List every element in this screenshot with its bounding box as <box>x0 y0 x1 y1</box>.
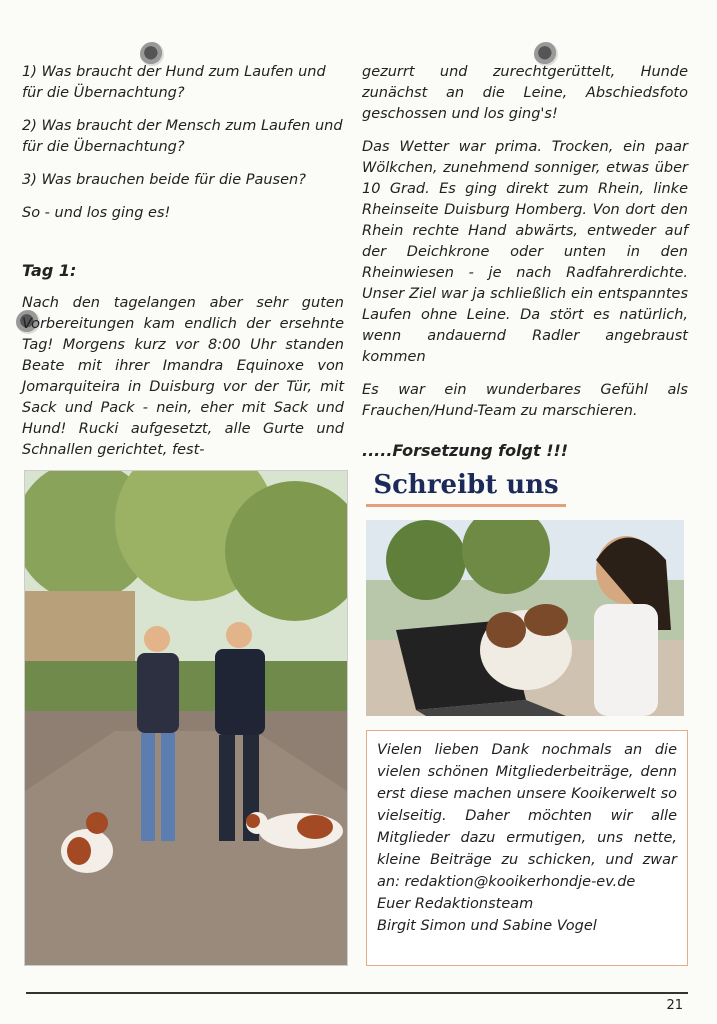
weather-paragraph: Das Wetter war prima. Trocken, ein paar Wölkchen, zunehmend sonniger, etwas über 10 Grad. Es ging direkt zum Rhein, linke Rheinseite Duisburg Homberg. Von dort den Rhein rechte Hand abwärts, entweder auf der Deichkrone oder unten in den Rheinwiesen - je nach Radfahrerdichte. Unser Ziel war ja schließlich ein entspanntes Laufen ohne Leine. Da stört es natürlich, wenn andauernd Radler angebraust kommen <box>362 139 688 365</box>
question-3: 3) Was brauchen beide für die Pausen? <box>22 172 306 188</box>
question-2: 2) Was braucht der Mensch zum Laufen und für die Übernachtung? <box>22 118 343 155</box>
thanks-text: Vielen lieben Dank nochmals an die vielen schönen Mitgliederbeiträge, denn erst diese machen unsere Kooikerwelt so vielseitig. Daher möchten wir alle Mitglieder dazu ermutigen, uns nette, kleine Beiträge zu schicken, und zwar an: redaktion@kooikerhondje-ev.de <box>377 742 677 890</box>
footer-rule <box>26 992 688 994</box>
schreibt-uns-title: Schreibt uns <box>373 470 559 500</box>
editor-names: Birgit Simon und Sabine Vogel <box>377 918 597 934</box>
thanks-box <box>366 730 688 966</box>
laptop-photo <box>366 520 684 716</box>
walk-photo <box>24 470 348 966</box>
question-1: 1) Was braucht der Hund zum Laufen und für die Übernachtung? <box>22 64 326 101</box>
right-column <box>362 62 688 461</box>
team-signature: Euer Redaktionsteam <box>377 896 534 912</box>
page-number: 21 <box>666 998 683 1013</box>
feeling-paragraph: Es war ein wunderbares Gefühl als Frauchen/Hund-Team zu marschieren. <box>362 382 688 419</box>
start-text: So - und los ging es! <box>22 205 171 221</box>
title-underline <box>366 504 566 507</box>
day-heading: Tag 1: <box>22 261 77 280</box>
continuation-paragraph: gezurrt und zurechtgerüttelt, Hunde zunächst an die Leine, Abschiedsfoto geschossen und los ging's! <box>362 64 688 122</box>
left-column <box>22 62 344 473</box>
day1-paragraph: Nach den tagelangen aber sehr guten Vorbereitungen kam endlich der ersehnte Tag! Morgens kurz vor 8:00 Uhr standen Beate mit ihrer Imandra Equinoxe von Jomarquiteira in Duisburg vor der Tür, mit Sack und Pack - nein, eher mit Sack und Hund! Rucki aufgesetzt, alle Gurte und Schnallen gerichtet, fest- <box>22 295 344 458</box>
to-be-continued: .....Forsetzung folgt !!! <box>362 441 569 460</box>
